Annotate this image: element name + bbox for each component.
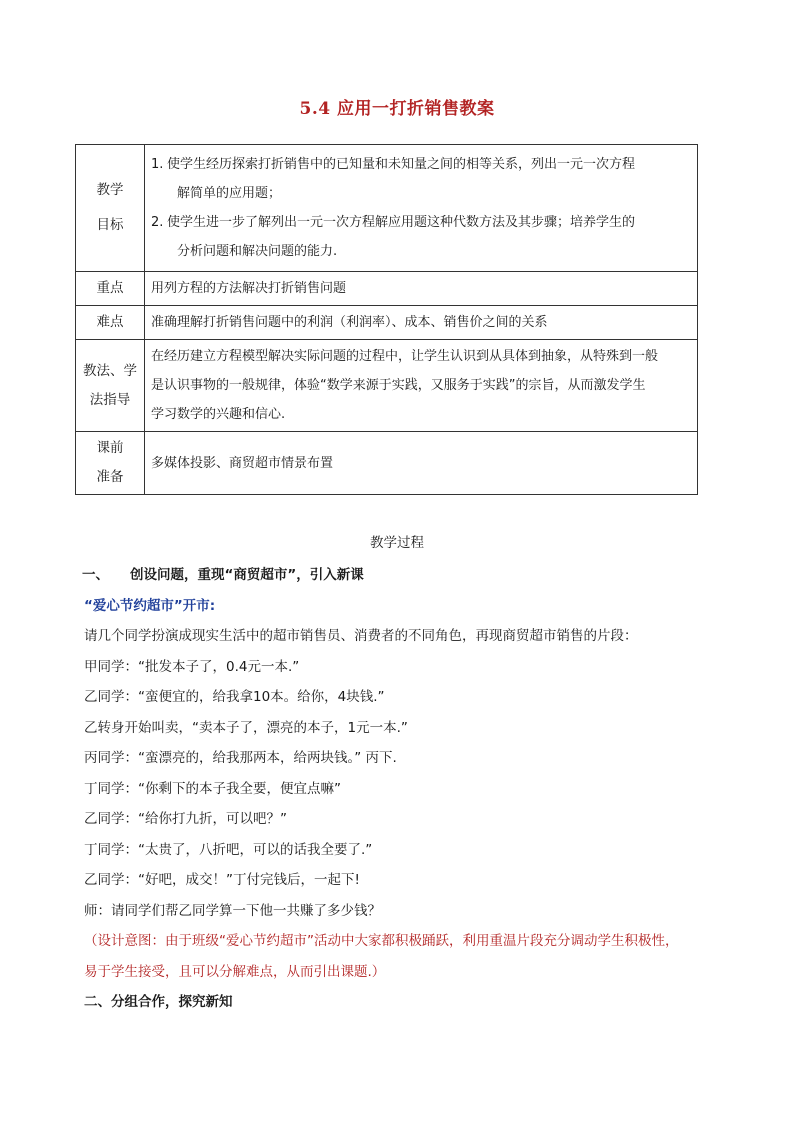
goal-1-line-2: 解简单的应用题； <box>177 186 282 201</box>
goals-label-line-2: 目标 <box>96 217 124 233</box>
goals-row <box>76 145 698 272</box>
difficulty-row <box>76 306 698 340</box>
goal-1-line-1: 使学生经历探索打折销售中的已知量和未知量之间的相等关系，列出一元一次方程 <box>167 157 636 172</box>
goal-2-line-2: 分析问题和解决问题的能力. <box>177 244 338 259</box>
method-content <box>145 340 698 432</box>
prep-label <box>76 432 145 495</box>
dialogue-line: 丁同学：“太贵了，八折吧，可以的话我全要了.” <box>84 841 373 858</box>
goals-label-line-1: 教学 <box>96 182 124 198</box>
goal-2 <box>151 208 691 237</box>
method-row <box>76 340 698 432</box>
design-note-line-2: 易于学生接受，且可以分解难点，从而引出课题.） <box>84 963 386 980</box>
section-1-number: 一、 <box>82 567 109 583</box>
dialogue-line: 师：请同学们帮乙同学算一下他一共赚了多少钱？ <box>84 902 381 919</box>
difficulty-label: 难点 <box>76 306 145 340</box>
design-note-line-1: （设计意图：由于班级“爱心节约超市”活动中大家都积极踊跃，利用重温片段充分调动学生积极性， <box>84 933 679 949</box>
dialogue-line: 乙转身开始叫卖，“卖本子了，漂亮的本子，1元一本.” <box>84 719 408 736</box>
method-label-line-1: 教法、学 <box>83 362 137 379</box>
method-label-line-2: 法指导 <box>89 391 131 408</box>
prep-label-line-2: 准备 <box>96 469 124 485</box>
page-title: 5.4 应用一打折销售教案 <box>299 99 495 119</box>
method-label <box>76 340 145 432</box>
market-subheading: “爱心节约超市”开市: <box>84 597 216 614</box>
lesson-info-table <box>75 144 698 495</box>
goal-1 <box>151 150 691 179</box>
method-line-2: 是认识事物的一般规律，体验“数学来源于实践，又服务于实践”的宗旨，从而激发学生 <box>151 378 646 393</box>
goals-label <box>76 145 145 272</box>
dialogue-line: 甲同学：“批发本子了，0.4元一本.” <box>84 658 300 675</box>
prep-row <box>76 432 698 495</box>
prep-label-line-1: 课前 <box>96 440 124 456</box>
method-line-1: 在经历建立方程模型解决实际问题的过程中，让学生认识到从具体到抽象，从特殊到一般 <box>151 349 659 364</box>
dialogue-line: 乙同学：“蛮便宜的，给我拿10本。给你，4块钱.” <box>84 689 385 705</box>
dialogue-line: 请几个同学扮演成现实生活中的超市销售员、消费者的不同角色，再现商贸超市销售的片段： <box>84 628 638 644</box>
method-line-3: 学习数学的兴趣和信心. <box>151 407 286 422</box>
dialogue-line: 乙同学：“给你打九折，可以吧？” <box>84 811 287 827</box>
goals-content <box>145 145 698 272</box>
goal-2-line-1: 使学生进一步了解列出一元一次方程解应用题这种代数方法及其步骤；培养学生的 <box>167 215 636 230</box>
lesson-body <box>84 560 724 1018</box>
section-1-heading <box>82 560 724 591</box>
key-content: 用列方程的方法解决打折销售问题 <box>145 272 698 306</box>
goal-2-number: 2. <box>151 215 164 230</box>
process-title: 教学过程 <box>370 535 424 551</box>
prep-content: 多媒体投影、商贸超市情景布置 <box>145 432 698 495</box>
difficulty-content: 准确理解打折销售问题中的利润（利润率）、成本、销售价之间的关系 <box>145 306 698 340</box>
dialogue-line: 丁同学：“你剩下的本子我全要，便宜点嘛” <box>84 780 341 797</box>
key-row <box>76 272 698 306</box>
key-label: 重点 <box>76 272 145 306</box>
goal-1-number: 1. <box>151 157 164 172</box>
dialogue-line: 丙同学：“蛮漂亮的，给我那两本，给两块钱。” 丙下. <box>84 750 397 766</box>
dialogue-line: 乙同学：“好吧，成交！”丁付完钱后，一起下! <box>84 872 360 888</box>
section-2-heading: 二、分组合作，探究新知 <box>84 994 233 1010</box>
section-1-text: 创设问题，重现“商贸超市”，引入新课 <box>130 567 364 583</box>
